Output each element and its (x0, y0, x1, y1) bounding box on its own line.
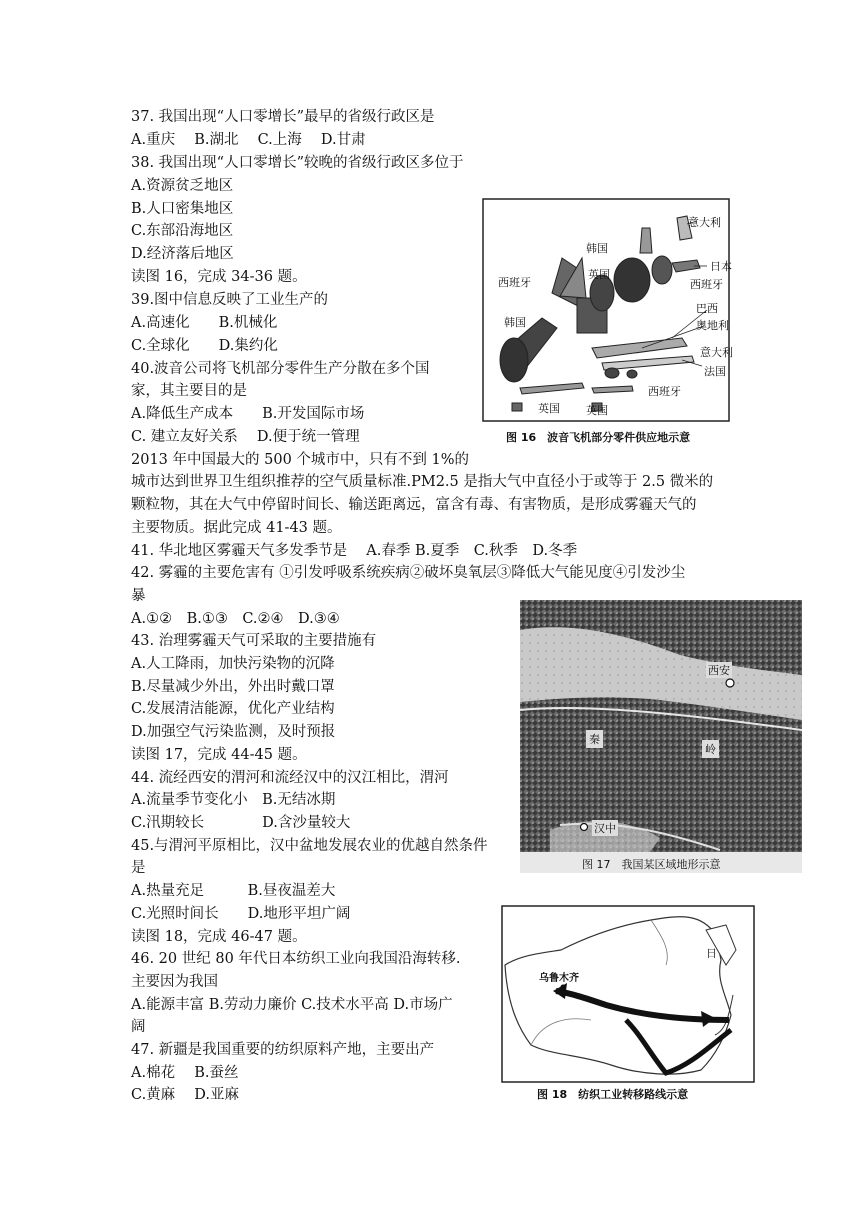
text-line: A.高速化 B.机械化 (131, 315, 278, 331)
text-line: A.降低生产成本 B.开发国际市场 (131, 406, 365, 422)
text-line: 2013 年中国最大的 500 个城市中，只有不到 1%的 (131, 452, 470, 468)
text-line: 颗粒物，其在大气中停留时间长、输送距离远，富含有毒、有害物质，是形成雾霾天气的 (131, 497, 697, 513)
text-line: 读图 17，完成 44-45 题。 (131, 747, 307, 763)
text-line: A.棉花 B.蚕丝 (131, 1065, 239, 1081)
fig16-label: 巴西 (696, 302, 718, 315)
text-line: 读图 16，完成 34-36 题。 (131, 269, 307, 285)
fig16-label: 意大利 (700, 346, 733, 359)
fig16-label: 意大利 (688, 216, 721, 229)
text-line: A.人工降雨，加快污染物的沉降 (131, 656, 335, 672)
terrain-map (520, 600, 802, 873)
text-line: 45.与渭河平原相比，汉中盆地发展农业的优越自然条件 (131, 838, 488, 854)
fig16-label: 英国 (588, 268, 610, 281)
fig17-caption: 图 17 我国某区域地形示意 (582, 858, 721, 871)
text-line: 39.图中信息反映了工业生产的 (131, 292, 329, 308)
text-line: C.发展清洁能源，优化产业结构 (131, 701, 335, 717)
fig18-caption: 图 18 纺织工业转移路线示意 (537, 1088, 689, 1101)
text-line: A.流量季节变化小 B.无结冰期 (131, 792, 336, 808)
text-line: 41. 华北地区雾霾天气多发季节是 A.春季 B.夏季 C.秋季 D.冬季 (131, 543, 578, 559)
text-line: 46. 20 世纪 80 年代日本纺织工业向我国沿海转移. (131, 951, 461, 967)
figure-17 (520, 600, 802, 873)
fig16-label: 英国 (538, 402, 560, 415)
text-line: 40.波音公司将飞机部分零件生产分散在多个国 (131, 361, 430, 377)
figure-16 (482, 198, 733, 448)
fig16-label: 韩国 (586, 242, 608, 255)
fig16-label: 奥地利 (696, 319, 729, 332)
fig17-label: 西安 (708, 664, 730, 677)
fig18-label: 日 (706, 947, 717, 960)
text-line: 家，其主要目的是 (131, 383, 247, 399)
text-line: C.全球化 D.集约化 (131, 338, 278, 354)
text-line: C.黄麻 D.亚麻 (131, 1087, 240, 1103)
fig17-label: 秦 (586, 730, 603, 748)
text-line: 主要因为我国 (131, 974, 218, 990)
text-line: C. 建立友好关系 D.便于统一管理 (131, 429, 360, 445)
fig16-caption: 图 16 波音飞机部分零件供应地示意 (506, 431, 691, 444)
fig16-label: 英国 (586, 404, 608, 417)
text-line: 城市达到世界卫生组织推荐的空气质量标准.PM2.5 是指大气中直径小于或等于 2.5 微米的 (131, 474, 714, 490)
text-line: 阔 (131, 1019, 146, 1035)
text-line: 暴 (131, 588, 146, 604)
transfer-route-map (501, 905, 759, 1105)
fig17-label: 岭 (702, 740, 719, 758)
fig16-label: 韩国 (504, 316, 526, 329)
fig16-label: 西班牙 (690, 278, 723, 291)
text-line: 42. 雾霾的主要危害有 ①引发呼吸系统疾病②破坏臭氧层③降低大气能见度④引发沙尘 (131, 565, 686, 581)
fig16-label: 西班牙 (498, 276, 531, 289)
text-line: 读图 18，完成 46-47 题。 (131, 929, 307, 945)
text-line: A.资源贫乏地区 (131, 178, 234, 194)
text-line: B.人口密集地区 (131, 201, 234, 217)
figure-18 (501, 905, 759, 1105)
text-line: B.尽量减少外出，外出时戴口罩 (131, 679, 335, 695)
fig16-label: 法国 (704, 365, 726, 378)
text-line: 37. 我国出现“人口零增长”最早的省级行政区是 (131, 109, 435, 125)
text-line: C.汛期较长 D.含沙量较大 (131, 815, 351, 831)
text-line: 是 (131, 860, 146, 876)
text-line: 主要物质。据此完成 41-43 题。 (131, 520, 342, 536)
text-line: 47. 新疆是我国重要的纺织原料产地，主要出产 (131, 1042, 435, 1058)
fig16-label: 日本 (710, 260, 732, 273)
text-line: A.能源丰富 B.劳动力廉价 C.技术水平高 D.市场广 (131, 997, 453, 1013)
text-line: D.加强空气污染监测，及时预报 (131, 724, 336, 740)
fig17-label: 汉中 (594, 822, 616, 835)
fig16-label: 西班牙 (648, 385, 681, 398)
text-line: 38. 我国出现“人口零增长”较晚的省级行政区多位于 (131, 155, 464, 171)
fig18-label: 乌鲁木齐 (539, 973, 579, 984)
text-line: 43. 治理雾霾天气可采取的主要措施有 (131, 633, 377, 649)
text-line: A.①② B.①③ C.②④ D.③④ (131, 611, 340, 627)
text-line: 44. 流经西安的渭河和流经汉中的汉江相比，渭河 (131, 770, 449, 786)
text-line: D.经济落后地区 (131, 246, 234, 262)
text-line: A.重庆 B.湖北 C.上海 D.甘肃 (131, 132, 366, 148)
text-line: A.热量充足 B.昼夜温差大 (131, 883, 336, 899)
text-line: C.光照时间长 D.地形平坦广阔 (131, 906, 351, 922)
text-line: C.东部沿海地区 (131, 223, 234, 239)
